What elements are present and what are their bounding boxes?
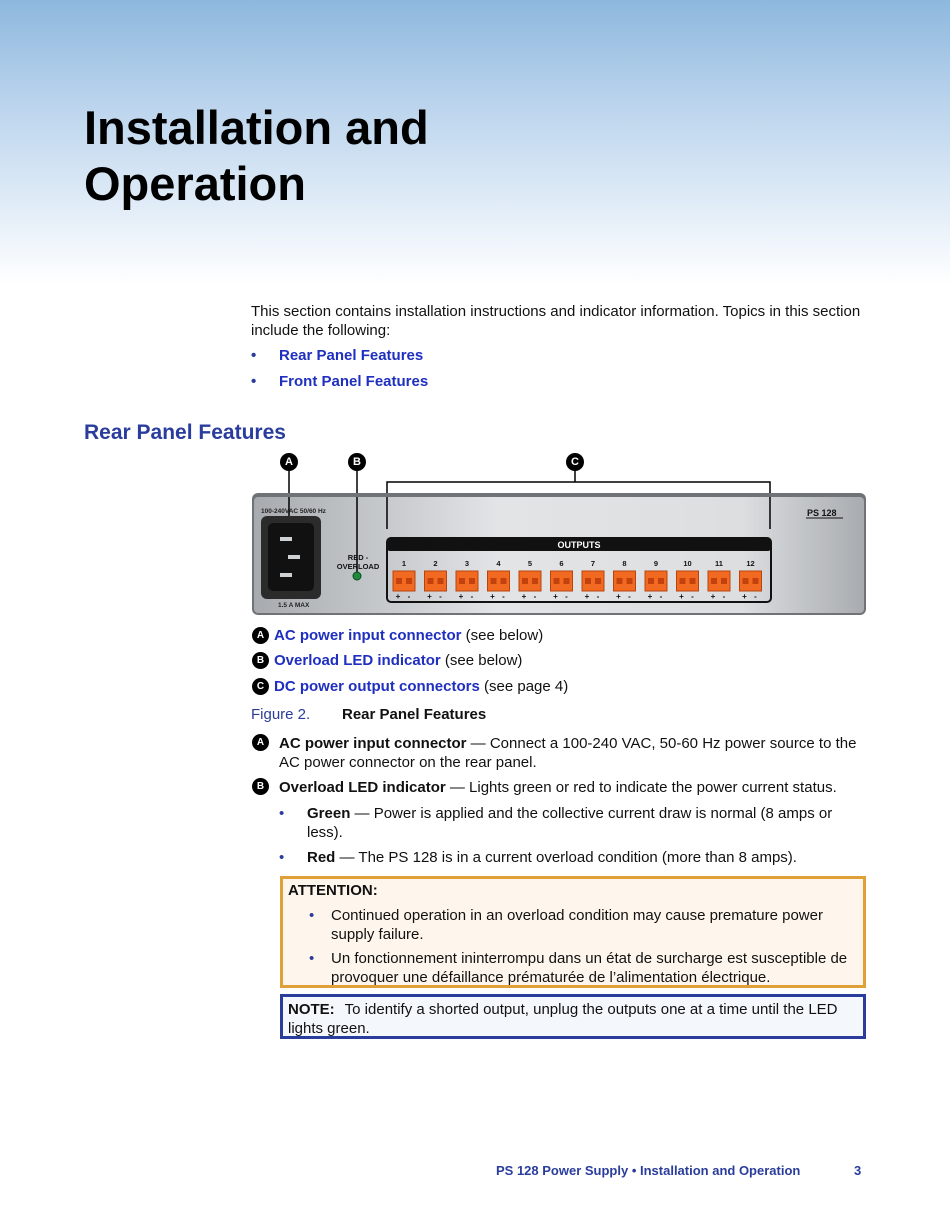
- panel-face: [254, 497, 864, 613]
- description-text: — Connect a 100-240 VAC, 50-60 Hz power source to the AC power connector on the rear panel.: [279, 735, 857, 771]
- legend-ref: (see page 4): [484, 678, 569, 695]
- legend-text: [274, 627, 543, 644]
- description-body: [279, 734, 862, 772]
- output-number-label: 3: [464, 559, 470, 568]
- polarity-minus-label: -: [407, 592, 411, 601]
- output-number-label: 11: [715, 559, 723, 568]
- legend-ref: (see below): [444, 652, 523, 669]
- terminal-screw-icon: [501, 578, 507, 584]
- terminal-screw-icon: [522, 578, 528, 584]
- polarity-minus-label: -: [691, 592, 694, 601]
- figure-number: Figure 2.: [251, 706, 311, 723]
- status-body: [307, 848, 859, 867]
- status-red-item: [279, 848, 859, 867]
- note-box: [280, 994, 866, 1039]
- polarity-minus-label: -: [439, 592, 442, 601]
- page-title-line-2: Operation: [84, 157, 306, 210]
- polarity-plus-label: +: [647, 592, 653, 601]
- status-text: — Power is applied and the collective current draw is normal (8 amps or less).: [307, 805, 833, 841]
- note-text: To identify a shorted output, unplug the outputs one at a time until the LED lights green.: [288, 1001, 838, 1037]
- polarity-minus-label: -: [502, 592, 505, 601]
- output-number-label: 10: [683, 559, 692, 568]
- polarity-minus-label: -: [533, 592, 537, 601]
- terminal-screw-icon: [428, 578, 434, 584]
- output-number-label: 1: [401, 559, 407, 568]
- note-body: [288, 1000, 853, 1038]
- callout-a-icon: A: [252, 734, 269, 751]
- terminal-screw-icon: [743, 578, 749, 584]
- output-number-label: 8: [622, 559, 627, 568]
- description-body: [279, 778, 862, 797]
- terminal-screw-icon: [658, 578, 664, 584]
- status-text: — The PS 128 is in a current overload condition (more than 8 amps).: [335, 849, 797, 866]
- polarity-minus-label: -: [470, 592, 474, 601]
- section-heading: Rear Panel Features: [84, 421, 286, 444]
- outputs-label: OUTPUTS: [557, 540, 601, 550]
- legend-link-ac-power[interactable]: AC power input connector: [274, 627, 462, 644]
- attention-heading: ATTENTION:: [288, 882, 378, 899]
- terminal-screw-icon: [721, 578, 727, 584]
- output-number-label: 5: [527, 559, 533, 568]
- page-title-line-1: Installation and: [84, 101, 429, 154]
- polarity-plus-label: +: [521, 592, 527, 601]
- topic-link-rear-panel[interactable]: Rear Panel Features: [279, 347, 424, 364]
- overload-led-icon: [353, 572, 361, 580]
- bullet-icon: •: [251, 373, 257, 390]
- terminal-screw-icon: [406, 578, 412, 584]
- led-label-line-2: OVERLOAD: [336, 562, 380, 571]
- terminal-screw-icon: [396, 578, 402, 584]
- output-number-label: 6: [559, 559, 564, 568]
- bullet-icon: •: [251, 347, 257, 364]
- terminal-screw-icon: [595, 578, 601, 584]
- legend-link-overload-led[interactable]: Overload LED indicator: [274, 652, 441, 669]
- terminal-screw-icon: [438, 578, 444, 584]
- attention-text: Un fonctionnement ininterrompu dans un état de surcharge est susceptible de provoquer une défaillance prématurée de l’alimentation électrique.: [331, 950, 848, 986]
- callout-a-icon: A: [252, 627, 269, 644]
- terminal-screw-icon: [459, 578, 465, 584]
- output-number-label: 12: [746, 559, 755, 568]
- terminal-screw-icon: [469, 578, 475, 584]
- terminal-screw-icon: [627, 578, 633, 584]
- description-b: [252, 778, 862, 797]
- terminal-screw-icon: [648, 578, 654, 584]
- polarity-plus-label: +: [584, 592, 590, 601]
- bullet-icon: •: [309, 907, 315, 924]
- attention-box: [280, 876, 866, 988]
- polarity-plus-label: +: [679, 592, 684, 601]
- bullet-icon: •: [279, 805, 285, 822]
- status-term: Red: [307, 849, 336, 866]
- page-title: [84, 100, 429, 212]
- footer-title: PS 128 Power Supply • Installation and Operation: [496, 1163, 801, 1178]
- terminal-screw-icon: [690, 578, 696, 584]
- legend-ref: (see below): [465, 627, 544, 644]
- figure-title: Rear Panel Features: [342, 706, 487, 723]
- intro-text: This section contains installation instructions and indicator information. Topics in this section include the following:: [251, 303, 861, 339]
- callout-c-icon: C: [566, 453, 584, 471]
- ac-pin-icon: [280, 537, 292, 541]
- output-number-label: 2: [433, 559, 438, 568]
- bullet-icon: •: [309, 950, 315, 967]
- ac-pin-icon: [288, 555, 300, 559]
- terminal-screw-icon: [753, 578, 759, 584]
- rear-panel-figure: [250, 450, 870, 620]
- bullet-icon: •: [279, 849, 285, 866]
- output-number-label: 4: [496, 559, 501, 568]
- callout-a-icon: A: [280, 453, 298, 471]
- polarity-minus-label: -: [722, 592, 726, 601]
- polarity-plus-label: +: [553, 592, 558, 601]
- polarity-plus-label: +: [616, 592, 621, 601]
- terminal-screw-icon: [491, 578, 497, 584]
- output-number-label: 7: [590, 559, 596, 568]
- callout-b-icon: B: [252, 652, 269, 669]
- intro-paragraph: [251, 302, 871, 340]
- polarity-minus-label: -: [628, 592, 631, 601]
- terminal-screw-icon: [711, 578, 717, 584]
- status-green-item: [279, 804, 859, 842]
- polarity-minus-label: -: [659, 592, 663, 601]
- description-text: — Lights green or red to indicate the power current status.: [445, 779, 837, 796]
- attention-item: [309, 949, 854, 987]
- terminal-screw-icon: [680, 578, 686, 584]
- led-label-line-1: RED -: [347, 553, 369, 562]
- terminal-screw-icon: [617, 578, 623, 584]
- model-label: PS 128: [807, 508, 837, 518]
- attention-text: Continued operation in an overload condition may cause premature power supply failure.: [331, 907, 823, 943]
- status-term: Green: [307, 805, 351, 822]
- page-number: 3: [854, 1163, 862, 1178]
- output-number-label: 9: [653, 559, 659, 568]
- polarity-minus-label: -: [754, 592, 757, 601]
- description-term: Overload LED indicator: [279, 779, 446, 796]
- polarity-plus-label: +: [490, 592, 495, 601]
- terminal-screw-icon: [554, 578, 560, 584]
- description-term: AC power input connector: [279, 735, 467, 752]
- legend-text: [274, 678, 568, 695]
- ac-pin-icon: [280, 573, 292, 577]
- polarity-plus-label: +: [742, 592, 747, 601]
- polarity-plus-label: +: [395, 592, 401, 601]
- callout-b-icon: B: [252, 778, 269, 795]
- voltage-label: 100-240VAC 50/60 Hz: [261, 508, 326, 515]
- max-current-label: 1.5 A MAX: [278, 602, 310, 609]
- topic-link-front-panel[interactable]: Front Panel Features: [279, 373, 429, 390]
- polarity-plus-label: +: [427, 592, 432, 601]
- legend-text: [274, 652, 522, 669]
- polarity-minus-label: -: [565, 592, 568, 601]
- polarity-plus-label: +: [710, 592, 716, 601]
- status-body: [307, 804, 859, 842]
- attention-item: [309, 906, 854, 944]
- callout-c-icon: C: [252, 678, 269, 695]
- note-label: NOTE:: [288, 1001, 335, 1018]
- terminal-screw-icon: [585, 578, 591, 584]
- polarity-minus-label: -: [596, 592, 600, 601]
- callout-b-icon: B: [348, 453, 366, 471]
- description-a: [252, 734, 862, 772]
- terminal-screw-icon: [532, 578, 538, 584]
- legend-link-dc-outputs[interactable]: DC power output connectors: [274, 678, 480, 695]
- polarity-plus-label: +: [458, 592, 464, 601]
- figure-caption: [251, 706, 487, 723]
- terminal-screw-icon: [564, 578, 570, 584]
